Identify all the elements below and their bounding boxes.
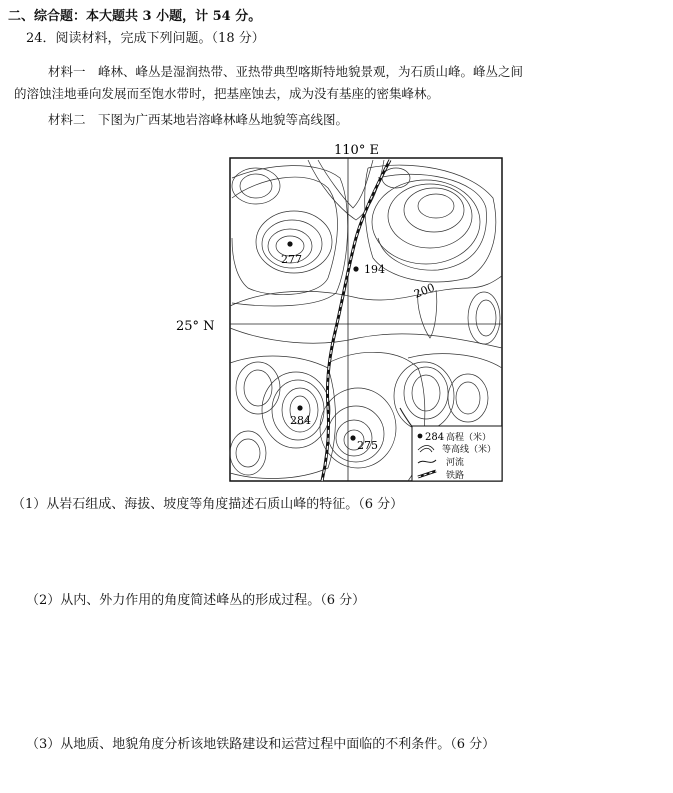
legend-elevation: 高程（米） <box>446 433 492 443</box>
latitude-label: 25° N <box>176 319 215 334</box>
elevation-label-277: 277 <box>281 253 302 266</box>
elevation-point-284 <box>297 405 302 410</box>
contour-label-200: 200 <box>412 280 437 301</box>
railway <box>322 160 390 481</box>
map-legend <box>412 426 502 481</box>
legend-railway: 铁路 <box>446 471 465 481</box>
question-24-title: 24．阅读材料，完成下列问题。（18 分） <box>26 31 265 46</box>
contour-map-svg <box>168 138 513 488</box>
elevation-point-275 <box>350 435 355 440</box>
elevation-label-194: 194 <box>364 263 385 276</box>
material-two: 材料二 下图为广西某地岩溶峰林峰丛地貌等高线图。 <box>48 112 349 127</box>
material-one-line-1: 材料一 峰林、峰丛是湿润热带、亚热带典型喀斯特地貌景观，为石质山峰。峰丛之间 <box>48 64 524 79</box>
elevation-point-277 <box>287 241 292 246</box>
elevation-point-194 <box>353 266 358 271</box>
longitude-label: 110° E <box>334 143 379 158</box>
legend-contour: 等高线（米） <box>442 445 497 455</box>
elevation-label-284: 284 <box>290 414 311 427</box>
section-title: 二、综合题：本大题共 3 小题，计 54 分。 <box>8 9 262 24</box>
legend-elevation-symbol: 284 <box>425 432 445 443</box>
elevation-label-275: 275 <box>357 439 378 452</box>
question-2: （2）从内、外力作用的角度简述峰丛的形成过程。（6 分） <box>26 593 366 608</box>
contour-map <box>168 138 513 488</box>
legend-river: 河流 <box>446 458 465 468</box>
question-1: （1）从岩石组成、海拔、坡度等角度描述石质山峰的特征。（6 分） <box>12 497 404 512</box>
question-3: （3）从地质、地貌角度分析该地铁路建设和运营过程中面临的不利条件。（6 分） <box>26 737 496 752</box>
material-one-line-2: 的溶蚀洼地垂向发展而至饱水带时，把基座蚀去，成为没有基座的密集峰林。 <box>14 86 440 101</box>
